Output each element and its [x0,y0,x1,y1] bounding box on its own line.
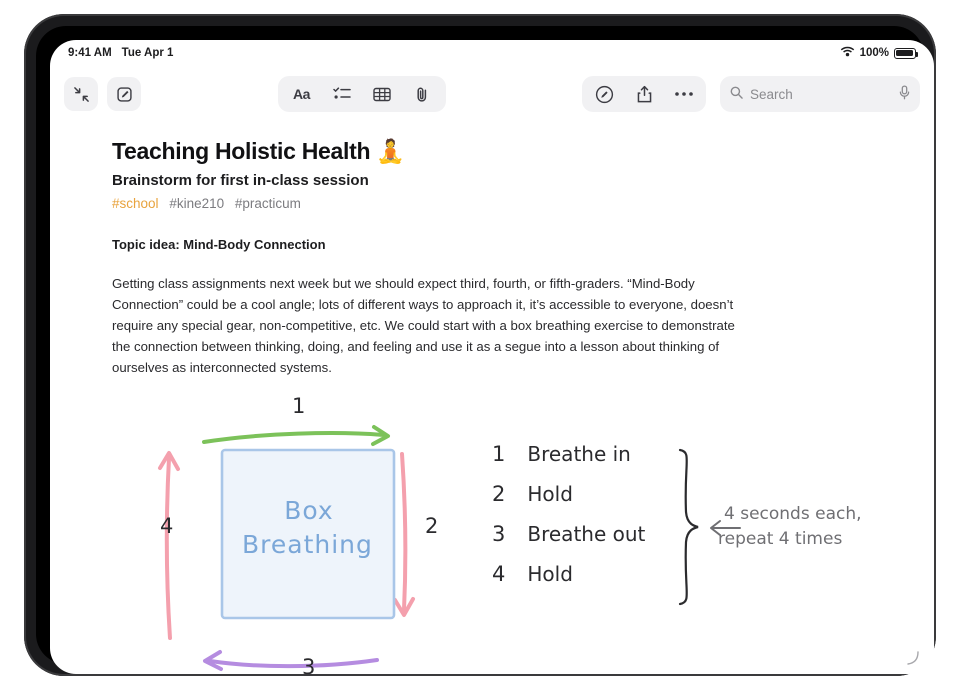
status-right-cluster [840,46,916,60]
ipad-device-frame [24,14,936,676]
more-ellipsis-icon[interactable] [664,79,704,109]
paperclip-icon[interactable] [402,79,442,109]
note-content[interactable] [50,122,934,674]
arrow-top [204,427,388,444]
annotation-line-1: 4 seconds each, [724,504,862,524]
steps-list [492,434,645,594]
markup-pen-circle-icon[interactable] [584,79,624,109]
arrow-number-1: 1 [292,394,306,418]
status-bar [50,40,934,66]
step-text: Breathe in [527,442,631,466]
device-screen [50,40,934,674]
editing-tools-group [278,76,446,112]
wifi-icon [840,46,855,60]
step-number: 1 [492,442,506,466]
actions-group [582,76,706,112]
step-number: 3 [492,522,506,546]
step-text: Hold [527,562,573,586]
step-row [492,514,645,554]
device-bezel [36,26,924,674]
search-icon [730,86,743,102]
step-text: Breathe out [527,522,646,546]
box-label [242,494,373,562]
battery-icon [894,48,916,59]
arrow-number-3: 3 [302,655,316,674]
annotation [718,502,862,552]
arrow-number-2: 2 [425,514,439,538]
search-field[interactable] [720,76,920,112]
page-curl-icon [904,650,920,666]
tag-row [112,196,872,211]
tag-school[interactable]: #school [112,196,159,211]
step-row [492,434,645,474]
arrow-bottom [205,652,377,669]
step-number: 4 [492,562,506,586]
compose-pencil-icon[interactable] [107,77,141,111]
step-number: 2 [492,482,506,506]
step-row [492,554,645,594]
battery-percent: 100% [859,47,889,59]
share-icon[interactable] [624,79,664,109]
box-label-line-2: Breathing [242,530,373,559]
tag-kine210[interactable]: #kine210 [169,196,225,211]
notes-toolbar [50,66,934,122]
arrow-left [160,453,178,638]
microphone-icon[interactable] [899,85,910,103]
box-breathing-sketch[interactable] [112,394,912,674]
collapse-arrows-icon[interactable] [64,77,98,111]
table-icon[interactable] [362,79,402,109]
step-text: Hold [527,482,573,506]
right-tools-group [582,76,920,112]
arrow-right [395,454,413,615]
text-format-Aa-icon[interactable]: Aa [293,86,310,102]
search-placeholder: Search [750,86,793,102]
step-row [492,474,645,514]
note-subtitle: Brainstorm for first in-class session [112,172,369,189]
box-label-line-1: Box [284,496,334,525]
page-title: Teaching Holistic Health 🧘 [112,138,405,164]
status-time: 9:41 AM [68,47,112,59]
note-paragraph: Getting class assignments next week but we should expect third, fourth, or fifth-graders. “Mind-Body Connection” could be a cool angle; lots of different ways to approach it, it’s accessible to everyone, doesn’t require any special gear, non-competitive, etc. We could start with a box breathing exercise to demonstrate the connection between thinking, doing, and feeling and use it as a segue into a lesson about thinking of ourselves as interconnected systems. [112,276,735,375]
status-date: Tue Apr 1 [121,47,174,59]
curly-brace [680,450,698,604]
arrow-number-4: 4 [160,514,174,538]
annotation-line-2: repeat 4 times [718,529,843,549]
checklist-icon[interactable] [322,79,362,109]
topic-line: Topic idea: Mind-Body Connection [112,237,326,252]
tag-practicum[interactable]: #practicum [234,196,301,211]
